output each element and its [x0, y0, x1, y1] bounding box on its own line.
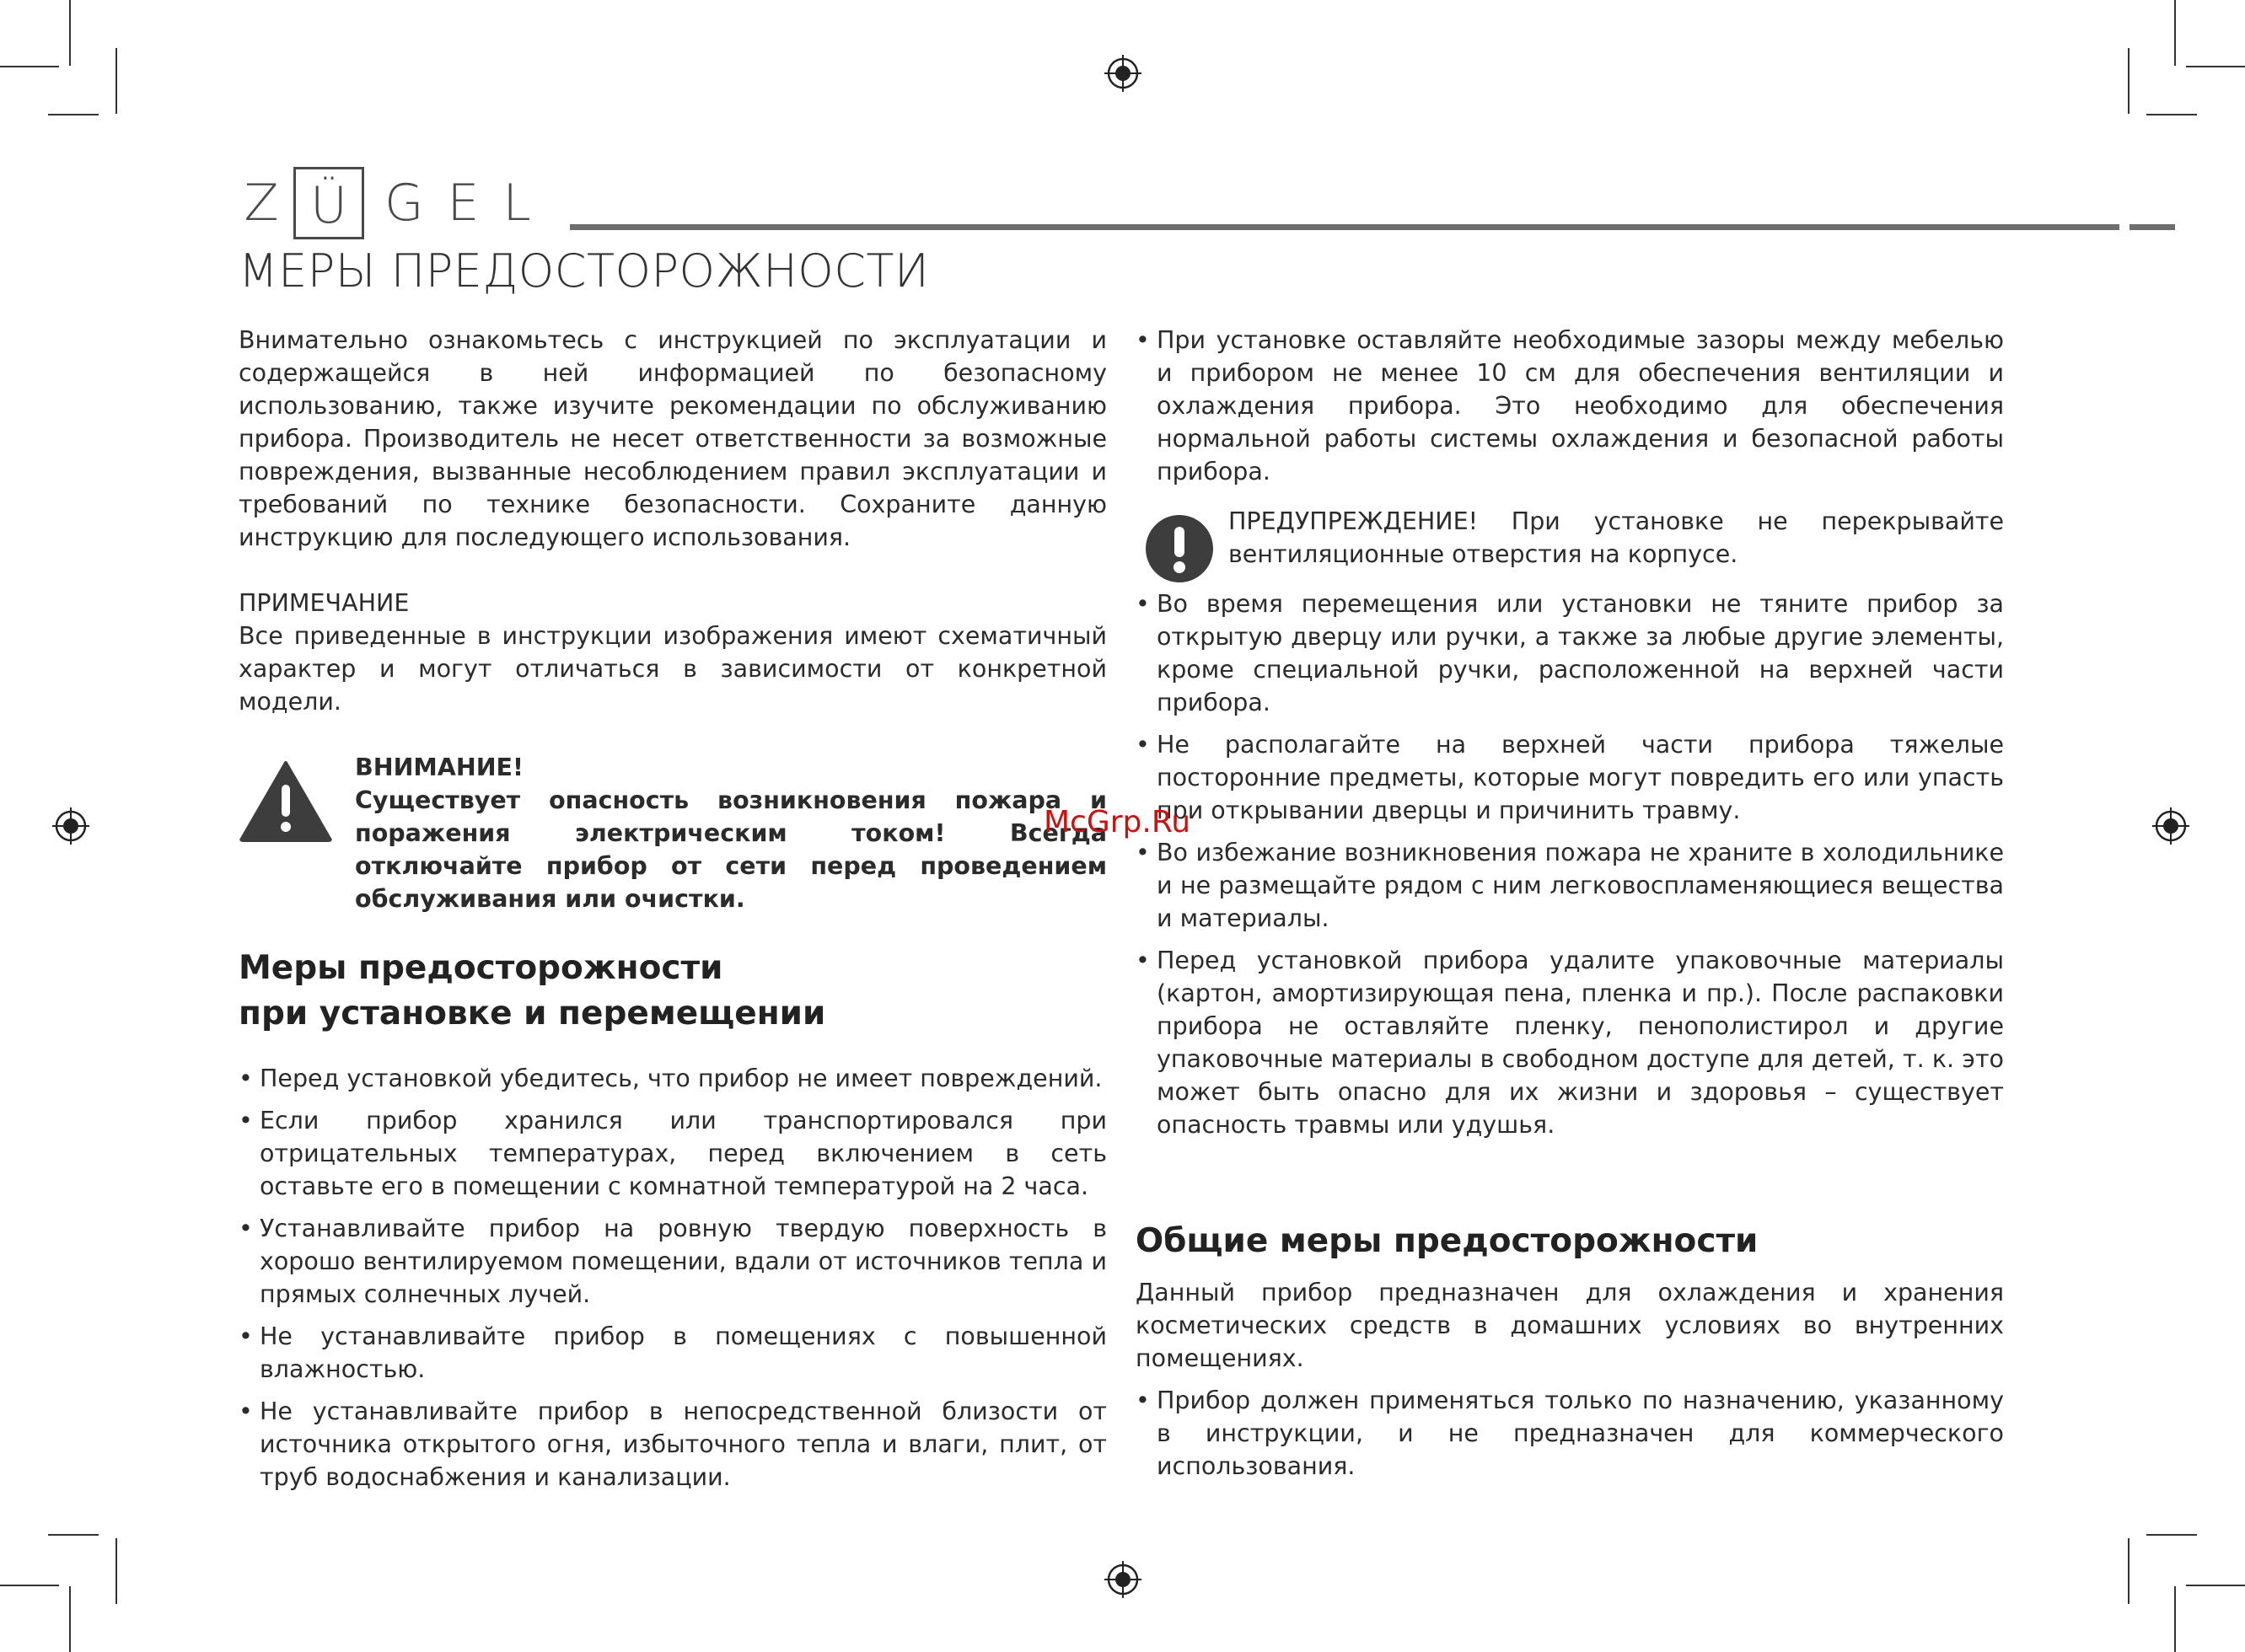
section-title-line1: Меры предосторожности [239, 949, 723, 987]
crop-mark [2146, 1534, 2197, 1536]
watermark: McGrp.Ru [1044, 805, 1191, 839]
general-section-title: Общие меры предосторожности [1136, 1222, 1759, 1260]
logo-letter: Z [244, 174, 279, 233]
section-title [239, 946, 1107, 1037]
caution-block [1136, 505, 2004, 577]
list-item: • Перед установкой убедитесь, что прибор не имеет повреждений. [239, 1062, 1107, 1095]
crop-mark [2186, 1585, 2245, 1586]
general-intro: Данный прибор предназначен для охлаждения и хранения косметических средств в домашних условиях во внутренних помещениях. [1136, 1279, 2004, 1372]
registration-mark-icon [1104, 55, 1141, 92]
logo-letters: GEL [384, 174, 555, 233]
crop-mark [115, 48, 117, 114]
list-item: • Не располагайте на верхней части прибора тяжелые посторонние предметы, которые могут повредить его или упасть при открывании дверцы и причинить травму. [1136, 728, 2004, 827]
install-bullet-list [239, 1062, 1107, 1494]
registration-mark-icon [2152, 807, 2189, 845]
caution-text: ПРЕДУПРЕЖДЕНИЕ! При установке не перекрывайте вентиляционные отверстия на корпусе. [1228, 507, 2004, 568]
list-item: • Не устанавливайте прибор в непосредственной близости от источника открытого огня, избыточного тепла и влаги, плит, от труб водоснабжения и канализации. [239, 1395, 1107, 1494]
crop-mark [48, 1534, 99, 1536]
logo-boxed-letter: Ü [293, 167, 364, 239]
crop-mark [48, 114, 99, 115]
note-text: Все приведенные в инструкции изображения имеют схематичный характер и могут отличаться в зависимости от конкретной модели. [239, 622, 1107, 716]
warning-title: ВНИМАНИЕ! [355, 754, 524, 781]
section-title-line2: при установке и перемещении [239, 995, 826, 1032]
list-item: • Если прибор хранился или транспортировался при отрицательных температурах, перед включением в сеть оставьте его в помещении с комнатной температурой на 2 часа. [239, 1104, 1107, 1203]
warning-text: Существует опасность возникновения пожара и поражения электрическим током! Всегда отключайте прибор от сети перед проведением обслуживания или очистки. [355, 786, 1107, 913]
list-item: • Во избежание возникновения пожара не храните в холодильнике и не размещайте рядом с ним легковоспламеняющиеся вещества и материалы. [1136, 836, 2004, 935]
crop-mark [2146, 114, 2197, 115]
crop-mark [2174, 0, 2176, 66]
page-title: МЕРЫ ПРЕДОСТОРОЖНОСТИ [239, 244, 930, 298]
right-column [1136, 324, 2004, 1483]
list-item: • Устанавливайте прибор на ровную твердую поверхность в хорошо вентилируемом помещении, вдали от источников тепла и прямых солнечных лучей. [239, 1212, 1107, 1311]
crop-mark [69, 0, 71, 66]
brand-logo [236, 167, 555, 239]
intro-paragraph: Внимательно ознакомьтесь с инструкцией по эксплуатации и содержащейся в ней информацией по безопасному использованию, также изучите рекомендации по обслуживанию прибора. Производитель не несет ответственности за возможные повреждения, вызванные несоблюдением правил эксплуатации и требований по технике безопасности. Сохраните данную инструкцию для последующего использования. [239, 326, 1107, 551]
registration-mark-icon [52, 807, 89, 845]
crop-mark [115, 1538, 117, 1604]
crop-mark [69, 1586, 71, 1652]
registration-mark-icon [1104, 1561, 1141, 1598]
warning-block [239, 751, 1107, 915]
note-title: ПРИМЕЧАНИЕ [239, 589, 410, 617]
list-item: • Перед установкой прибора удалите упаковочные материалы (картон, амортизирующая пена, пленка и пр.). После распаковки прибора не оставляйте пленку, пенополистирол и другие упаковочные материалы в свободном доступе для детей, т. к. это может быть опасно для их жизни и здоровья – существует опасность травмы или удушья. [1136, 944, 2004, 1141]
header-rule [570, 224, 2119, 230]
crop-mark [2128, 48, 2130, 114]
list-item: • Не устанавливайте прибор в помещениях с повышенной влажностью. [239, 1320, 1107, 1386]
crop-mark [2128, 1538, 2130, 1604]
crop-mark [0, 1585, 59, 1586]
left-column [239, 324, 1107, 1494]
list-item: • Прибор должен применяться только по назначению, указанному в инструкции, и не предназначен для коммерческого использования. [1136, 1384, 2004, 1483]
crop-mark [2186, 66, 2245, 67]
list-item: • При установке оставляйте необходимые зазоры между мебелью и прибором не менее 10 см для обеспечения вентиляции и охлаждения прибора. Это необходимо для обеспечения нормальной работы системы охлаждения и безопасной работы прибора. [1136, 324, 2004, 488]
header-rule-end [2130, 224, 2175, 230]
list-item: • Во время перемещения или установки не тяните прибор за открытую дверцу или ручки, а также за любые другие элементы, кроме специальной ручки, расположенной на верхней части прибора. [1136, 587, 2004, 719]
exclamation-circle-icon [1146, 515, 1213, 582]
crop-mark [2174, 1586, 2176, 1652]
crop-mark [0, 66, 59, 67]
warning-triangle-icon [239, 759, 333, 842]
